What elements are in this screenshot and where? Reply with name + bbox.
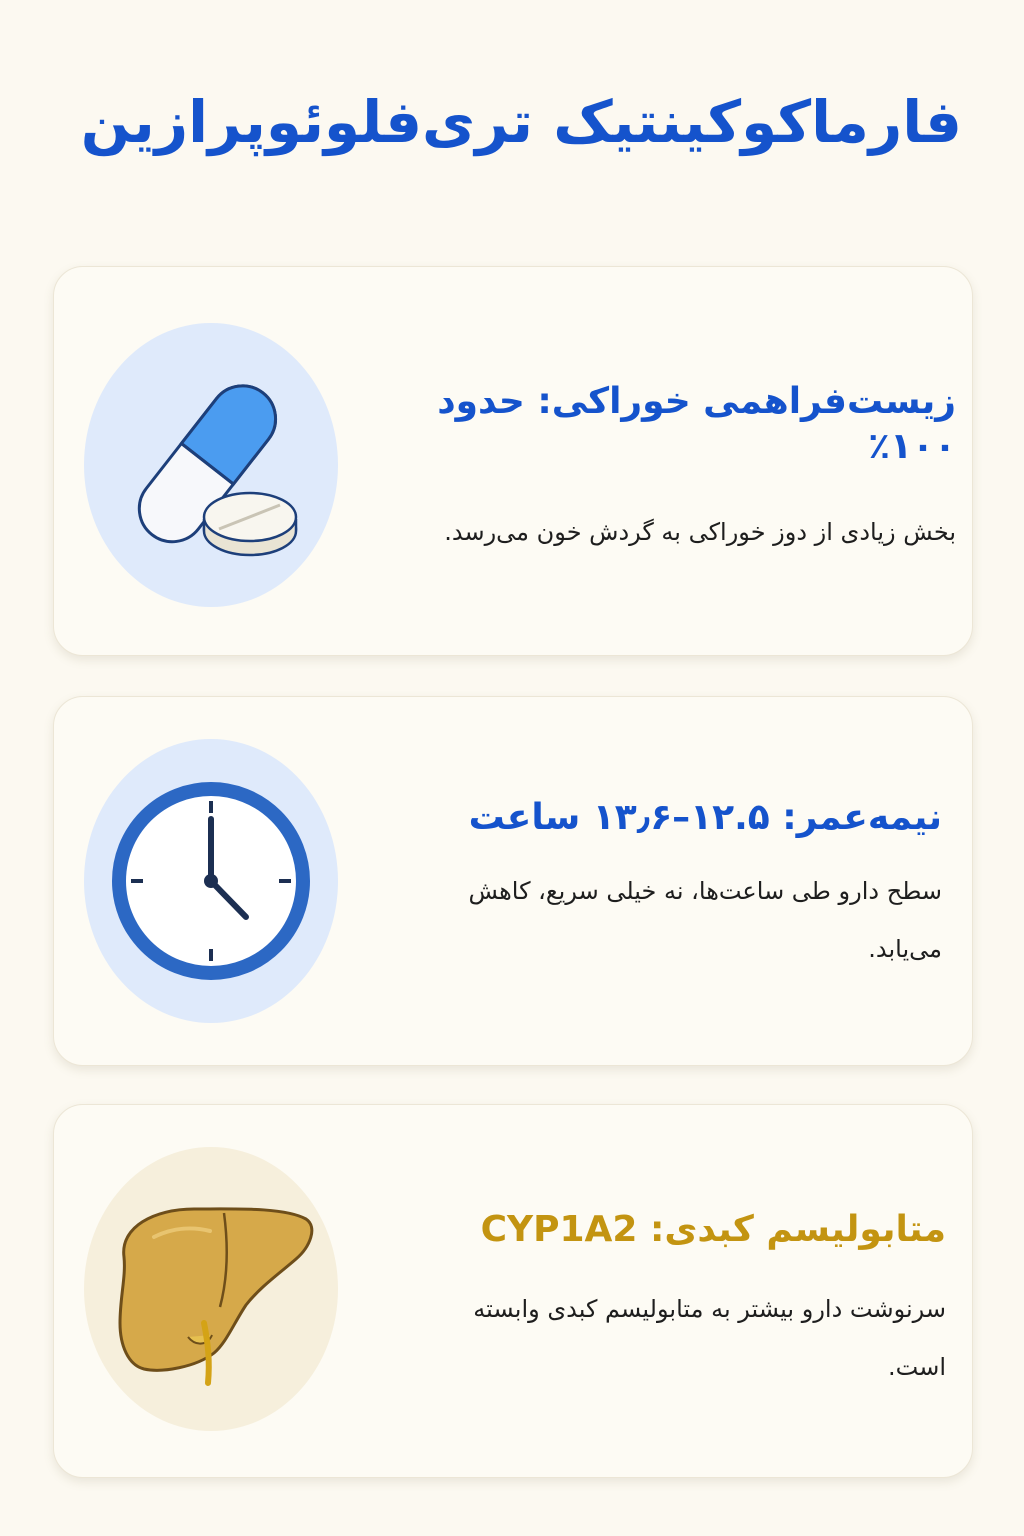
metabolism-heading: متابولیسم کبدی: CYP1A2: [480, 1209, 946, 1250]
pill-icon-circle: [84, 323, 338, 607]
bioavailability-text: [354, 379, 956, 561]
metabolism-text: [354, 1207, 946, 1396]
liver-icon: [84, 1147, 338, 1431]
page-title: فارماکوکینتیک تری‌فلوئوپرازین: [80, 88, 962, 156]
bioavailability-card: [53, 266, 973, 656]
half-life-text: [354, 795, 942, 978]
clock-icon: [84, 739, 338, 1023]
metabolism-description: سرنوشت دارو بیشتر به متابولیسم کبدی وابسته است.: [473, 1295, 946, 1381]
half-life-description: سطح دارو طی ساعت‌ها، نه خیلی سریع، کاهش می‌یابد.: [468, 877, 942, 963]
bioavailability-description: بخش زیادی از دوز خوراکی به گردش خون می‌رسد.: [444, 518, 956, 546]
bioavailability-heading: زیست‌فراهمی خوراکی: حدود ۱۰۰٪: [437, 381, 956, 467]
half-life-card: [53, 696, 973, 1066]
liver-icon-circle: [84, 1147, 338, 1431]
metabolism-card: [53, 1104, 973, 1478]
half-life-heading: نیمه‌عمر: ۱۲.۵–۱۳٫۶ ساعت: [468, 797, 942, 838]
clock-icon-circle: [84, 739, 338, 1023]
pill-capsule-icon: [84, 323, 338, 607]
